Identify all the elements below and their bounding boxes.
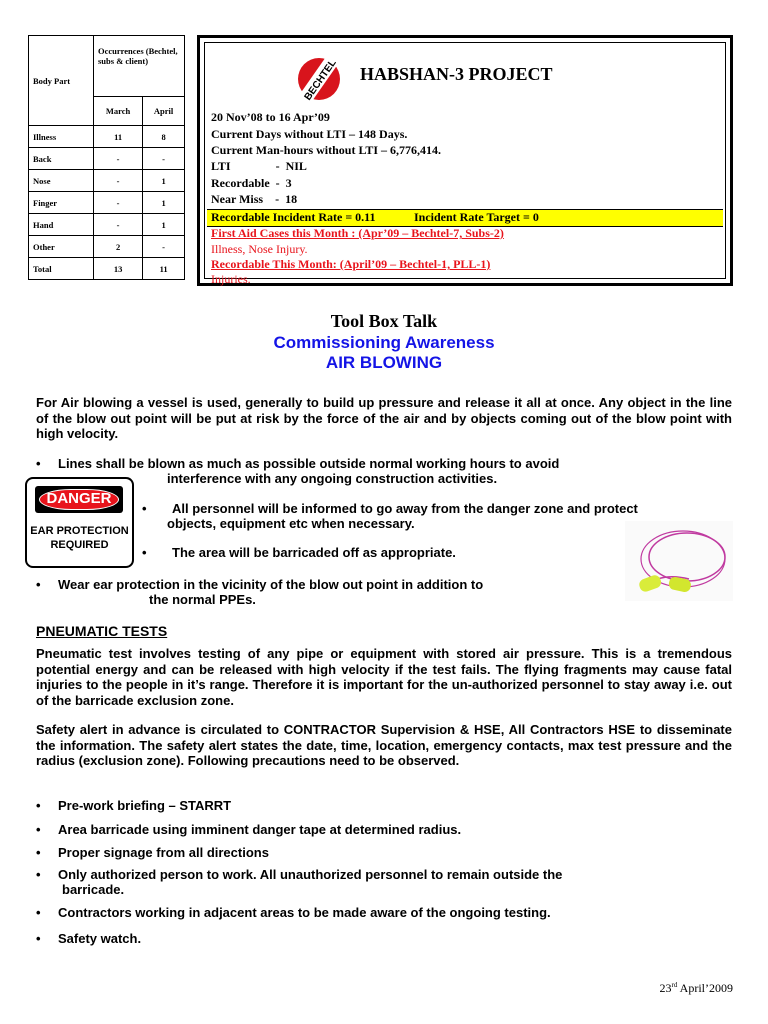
table-row [29,148,185,170]
cell-part: Other [29,236,94,258]
bullet-marker: • [36,577,41,592]
bullet-marker: • [36,905,41,920]
danger-line2: REQUIRED [50,539,109,551]
recordable-month-detail: Injuries. [211,272,251,286]
bullet-line: Lines shall be blown as much as possible outside normal working hours to avoid [58,456,560,471]
bullet-marker: • [36,931,41,946]
bullet-marker: • [142,501,147,516]
bullet-line-cont: objects, equipment etc when necessary. [167,516,415,531]
header-body-part: Body Part [29,36,94,126]
project-stats-box [197,35,733,286]
earplugs-image [625,521,733,601]
stat-incident-rate: Recordable Incident Rate = 0.11 [211,210,376,224]
precaution-item: Safety watch. [58,931,142,946]
danger-line1: EAR PROTECTION [30,525,129,537]
bullet-line: All personnel will be informed to go away from the danger zone and protect [172,501,638,516]
table-row [29,258,185,280]
stat-period: 20 Nov’08 to 16 Apr’09 [211,110,330,124]
date-rest: April’2009 [677,981,733,995]
cell-march: 13 [94,258,143,280]
project-title: HABSHAN-3 PROJECT [360,64,553,84]
cell-april: 1 [143,214,185,236]
bullet-line: Wear ear protection in the vicinity of the blow out point in addition to [58,577,484,592]
stat-days-without-lti: Current Days without LTI – 148 Days. [211,127,408,141]
cell-part: Hand [29,214,94,236]
cell-april: 11 [143,258,185,280]
pneumatic-paragraph-1: Pneumatic test involves testing of any pipe or equipment with stored air pressure. This is a tremendous potential energy and can be released with high velocity if the test fails. The flying fragments may cause fatal injuries to the people in it’s range. Therefore it is important for the un-authorized personnel to stay away i.e. out of the barricade exclusion zone. [36,646,732,708]
stat-recordable: Recordable - 3 [211,176,292,190]
header-april: April [143,97,185,126]
cell-part: Total [29,258,94,280]
talk-subtitle: Commissioning Awareness [273,333,495,352]
danger-ear-protection-sign [25,477,134,568]
header-occurrences: Occurrences (Bechtel, subs & client) [94,36,185,97]
logo-lettering: BECHTEL [302,57,339,103]
precaution-item: Contractors working in adjacent areas to be made aware of the ongoing testing. [58,905,551,920]
cell-march: - [94,192,143,214]
recordable-month-heading: Recordable This Month: (April’09 – Bechtel-1, PLL-1) [211,257,491,271]
pneumatic-heading: PNEUMATIC TESTS [36,623,168,639]
cell-april: 1 [143,170,185,192]
cell-april: 1 [143,192,185,214]
date-day: 23 [659,981,672,995]
talk-topic: AIR BLOWING [325,353,443,372]
cell-april: 8 [143,126,185,148]
cell-april: - [143,148,185,170]
precaution-item: Only authorized person to work. All unauthorized personnel to remain outside the [58,867,563,882]
precaution-item: Proper signage from all directions [58,845,269,860]
cell-march: 2 [94,236,143,258]
cell-part: Finger [29,192,94,214]
table-row [29,170,185,192]
cell-part: Illness [29,126,94,148]
bullet-marker: • [36,867,41,882]
cell-march: - [94,214,143,236]
table-row [29,192,185,214]
bullet-line-cont: the normal PPEs. [149,592,256,607]
stat-incident-target: Incident Rate Target = 0 [414,210,539,224]
cell-march: 11 [94,126,143,148]
bullet-marker: • [36,845,41,860]
bullet-marker: • [142,545,147,560]
bullet-line: The area will be barricaded off as appropriate. [172,545,456,560]
first-aid-heading: First Aid Cases this Month : (Apr’09 – Bechtel-7, Subs-2) [211,226,504,240]
danger-word: DANGER [39,489,119,510]
pneumatic-paragraph-2: Safety alert in advance is circulated to CONTRACTOR Supervision & HSE, All Contractors HSE to disseminate the information. The safety alert states the date, time, location, emergency contacts, max test pressure and the radius (exclusion zone). Following precautions need to be observed. [36,722,732,768]
bullet-marker: • [36,798,41,813]
occurrence-table [28,35,185,280]
header-march: March [94,97,143,126]
cell-part: Nose [29,170,94,192]
table-row [29,126,185,148]
intro-paragraph: For Air blowing a vessel is used, generally to build up pressure and release it all at once. Any object in the line of the blow out point will be put at risk by the force of the air and by objects coming out of the blow point with high velocity. [36,395,732,441]
bullet-marker: • [36,456,41,471]
precaution-item: Area barricade using imminent danger tape at determined radius. [58,822,462,837]
document-date [659,981,733,996]
precaution-item: Pre-work briefing – STARRT [58,798,232,813]
first-aid-detail: Illness, Nose Injury. [211,242,308,256]
talk-title: Tool Box Talk [330,311,438,331]
precaution-item-cont: barricade. [62,882,125,897]
bechtel-logo [295,55,343,103]
stats-inner-frame [204,42,726,286]
stat-lti: LTI - NIL [211,159,307,173]
stat-near-miss: Near Miss - 18 [211,192,298,206]
bullet-line-cont: interference with any ongoing construction activities. [167,471,498,486]
cell-part: Back [29,148,94,170]
date-suffix: rd [671,981,678,989]
table-row [29,214,185,236]
table-row [29,236,185,258]
danger-header-band [35,486,123,513]
cell-march: - [94,170,143,192]
cell-april: - [143,236,185,258]
cell-march: - [94,148,143,170]
bullet-marker: • [36,822,41,837]
stat-manhours: Current Man-hours without LTI – 6,776,414. [211,143,442,157]
